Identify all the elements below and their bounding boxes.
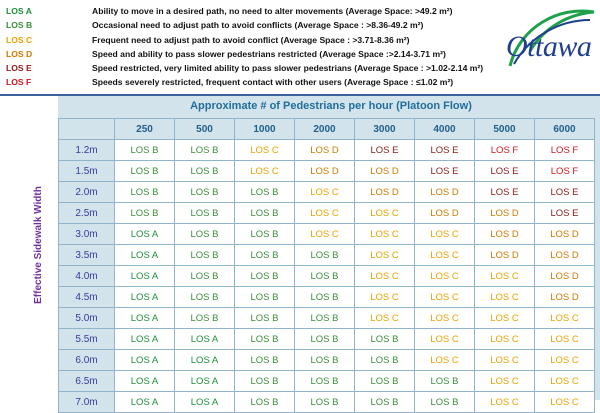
- los-cell: LOS C: [355, 245, 415, 266]
- los-cell: LOS D: [295, 161, 355, 182]
- los-cell: LOS B: [175, 308, 235, 329]
- sidewalk-width-cell: 2.0m: [59, 182, 115, 203]
- los-cell: LOS B: [115, 182, 175, 203]
- los-cell: LOS E: [535, 203, 595, 224]
- column-header: 500: [175, 119, 235, 140]
- legend-code: LOS B: [6, 20, 33, 31]
- legend-description: Occasional need to adjust path to avoid conflicts (Average Space : >8.36-49.2 m²): [92, 20, 424, 31]
- los-cell: LOS A: [115, 266, 175, 287]
- sidewalk-width-cell: 4.0m: [59, 266, 115, 287]
- los-table: [58, 118, 595, 413]
- los-cell: LOS B: [175, 203, 235, 224]
- los-cell: LOS B: [415, 392, 475, 413]
- column-header: 3000: [355, 119, 415, 140]
- table-row: [59, 182, 595, 203]
- legend-code: LOS C: [6, 34, 33, 45]
- los-cell: LOS D: [295, 140, 355, 161]
- los-cell: LOS A: [175, 392, 235, 413]
- los-cell: LOS B: [235, 287, 295, 308]
- sidewalk-width-cell: 2.5m: [59, 203, 115, 224]
- los-cell: LOS C: [415, 245, 475, 266]
- los-cell: LOS B: [295, 287, 355, 308]
- los-cell: LOS B: [175, 161, 235, 182]
- los-cell: LOS B: [235, 371, 295, 392]
- legend-row: [6, 4, 526, 18]
- los-cell: LOS B: [355, 329, 415, 350]
- los-cell: LOS C: [355, 203, 415, 224]
- sidewalk-width-cell: 3.5m: [59, 245, 115, 266]
- los-cell: LOS A: [115, 392, 175, 413]
- los-cell: LOS C: [235, 140, 295, 161]
- table-row: [59, 392, 595, 413]
- table-row: [59, 266, 595, 287]
- los-cell: LOS C: [415, 224, 475, 245]
- los-cell: LOS C: [415, 350, 475, 371]
- legend-code: LOS F: [6, 77, 32, 88]
- los-cell: LOS D: [535, 245, 595, 266]
- los-cell: LOS C: [535, 350, 595, 371]
- los-cell: LOS B: [175, 245, 235, 266]
- los-cell: LOS C: [475, 350, 535, 371]
- los-cell: LOS C: [295, 182, 355, 203]
- column-header: 4000: [415, 119, 475, 140]
- table-row: [59, 245, 595, 266]
- column-header: 250: [115, 119, 175, 140]
- table-row: [59, 224, 595, 245]
- los-cell: LOS E: [535, 182, 595, 203]
- los-cell: LOS A: [175, 371, 235, 392]
- legend-description: Speed and ability to pass slower pedestrians restricted (Average Space :>2.14-3.71 m²): [92, 48, 446, 59]
- legend-row: [6, 47, 526, 61]
- ottawa-logo-text: Ottawa: [506, 30, 592, 63]
- los-cell: LOS B: [355, 371, 415, 392]
- sidewalk-width-cell: 6.0m: [59, 350, 115, 371]
- los-cell: LOS D: [535, 266, 595, 287]
- los-cell: LOS A: [115, 308, 175, 329]
- los-cell: LOS C: [355, 287, 415, 308]
- los-cell: LOS D: [475, 203, 535, 224]
- legend-description: Speeds severely restricted, frequent contact with other users (Average Space : ≤1.02 m²): [92, 77, 454, 88]
- legend-code: LOS A: [6, 6, 32, 16]
- los-cell: LOS B: [235, 308, 295, 329]
- column-header: 5000: [475, 119, 535, 140]
- sidewalk-width-cell: 1.2m: [59, 140, 115, 161]
- los-cell: LOS E: [415, 140, 475, 161]
- los-cell: LOS C: [475, 392, 535, 413]
- los-cell: LOS B: [295, 245, 355, 266]
- los-cell: LOS A: [115, 371, 175, 392]
- legend-row: [6, 75, 526, 89]
- los-cell: LOS A: [115, 350, 175, 371]
- los-cell: LOS C: [475, 308, 535, 329]
- los-cell: LOS C: [415, 287, 475, 308]
- los-cell: LOS B: [175, 287, 235, 308]
- los-cell: LOS B: [235, 203, 295, 224]
- los-cell: LOS A: [115, 329, 175, 350]
- los-cell: LOS A: [115, 245, 175, 266]
- los-cell: LOS D: [475, 224, 535, 245]
- table-row: [59, 371, 595, 392]
- los-cell: LOS B: [295, 329, 355, 350]
- sidewalk-width-cell: 4.5m: [59, 287, 115, 308]
- corner-cell: [59, 119, 115, 140]
- legend-row: [6, 61, 526, 75]
- los-cell: LOS B: [235, 266, 295, 287]
- sidewalk-width-cell: 5.0m: [59, 308, 115, 329]
- los-cell: LOS C: [295, 203, 355, 224]
- los-cell: LOS C: [355, 266, 415, 287]
- table-row: [59, 287, 595, 308]
- table-row: [59, 308, 595, 329]
- sidewalk-width-label: Effective Sidewalk Width: [33, 186, 44, 304]
- los-cell: LOS A: [175, 329, 235, 350]
- los-cell: LOS B: [235, 245, 295, 266]
- los-cell: LOS C: [535, 371, 595, 392]
- los-cell: LOS D: [355, 161, 415, 182]
- los-cell: LOS C: [475, 266, 535, 287]
- column-header: 2000: [295, 119, 355, 140]
- los-cell: LOS A: [115, 287, 175, 308]
- legend-description: Ability to move in a desired path, no need to alter movements (Average Space: >49.2 m²): [92, 6, 453, 16]
- sidewalk-width-cell: 6.5m: [59, 371, 115, 392]
- los-cell: LOS B: [115, 161, 175, 182]
- sidewalk-width-cell: 5.5m: [59, 329, 115, 350]
- los-cell: LOS B: [175, 266, 235, 287]
- los-cell: LOS B: [295, 266, 355, 287]
- los-cell: LOS B: [115, 203, 175, 224]
- los-cell: LOS A: [115, 224, 175, 245]
- los-cell: LOS B: [115, 140, 175, 161]
- los-cell: LOS E: [355, 140, 415, 161]
- los-cell: LOS E: [415, 161, 475, 182]
- los-cell: LOS C: [355, 224, 415, 245]
- los-cell: LOS B: [235, 350, 295, 371]
- los-legend: [6, 4, 526, 90]
- los-cell: LOS D: [535, 287, 595, 308]
- los-cell: LOS C: [235, 161, 295, 182]
- table-row: [59, 203, 595, 224]
- los-cell: LOS C: [415, 266, 475, 287]
- los-cell: LOS D: [535, 224, 595, 245]
- legend-description: Speed restricted, very limited ability to pass slower pedestrians (Average Space : >1.02-2.14 m²): [92, 63, 484, 74]
- table-row: [59, 140, 595, 161]
- los-cell: LOS C: [415, 329, 475, 350]
- los-cell: LOS D: [415, 182, 475, 203]
- los-cell: LOS C: [535, 308, 595, 329]
- table-row: [59, 329, 595, 350]
- los-cell: LOS B: [415, 371, 475, 392]
- sidewalk-width-cell: 1.5m: [59, 161, 115, 182]
- los-cell: LOS D: [415, 203, 475, 224]
- legend-description: Frequent need to adjust path to avoid conflict (Average Space : >3.71-8.36 m²): [92, 34, 410, 45]
- legend-row: [6, 33, 526, 47]
- column-header: 1000: [235, 119, 295, 140]
- los-cell: LOS C: [355, 308, 415, 329]
- los-cell: LOS C: [475, 371, 535, 392]
- los-cell: LOS B: [355, 392, 415, 413]
- legend-row: [6, 18, 526, 32]
- los-cell: LOS E: [475, 182, 535, 203]
- los-cell: LOS C: [535, 329, 595, 350]
- los-cell: LOS C: [535, 392, 595, 413]
- los-cell: LOS F: [535, 161, 595, 182]
- los-cell: LOS C: [475, 329, 535, 350]
- los-cell: LOS B: [235, 392, 295, 413]
- table-row: [59, 350, 595, 371]
- los-cell: LOS B: [295, 350, 355, 371]
- sidewalk-width-cell: 3.0m: [59, 224, 115, 245]
- los-cell: LOS B: [295, 308, 355, 329]
- legend-code: LOS D: [6, 48, 33, 59]
- los-cell: LOS B: [175, 182, 235, 203]
- los-cell: LOS F: [475, 140, 535, 161]
- los-cell: LOS A: [175, 350, 235, 371]
- los-cell: LOS C: [295, 224, 355, 245]
- los-cell: LOS B: [235, 329, 295, 350]
- los-cell: LOS D: [475, 245, 535, 266]
- los-cell: LOS C: [475, 287, 535, 308]
- los-cell: LOS B: [295, 371, 355, 392]
- los-cell: LOS B: [295, 392, 355, 413]
- los-cell: LOS B: [235, 224, 295, 245]
- los-cell: LOS B: [235, 182, 295, 203]
- los-cell: LOS C: [415, 308, 475, 329]
- table-title: Approximate # of Pedestrians per hour (Platoon Flow): [190, 100, 472, 112]
- los-cell: LOS F: [535, 140, 595, 161]
- los-cell: LOS B: [175, 224, 235, 245]
- column-header: 6000: [535, 119, 595, 140]
- los-cell: LOS D: [355, 182, 415, 203]
- table-row: [59, 161, 595, 182]
- legend-code: LOS E: [6, 63, 32, 74]
- los-cell: LOS E: [475, 161, 535, 182]
- sidewalk-width-cell: 7.0m: [59, 392, 115, 413]
- los-cell: LOS B: [355, 350, 415, 371]
- los-cell: LOS B: [175, 140, 235, 161]
